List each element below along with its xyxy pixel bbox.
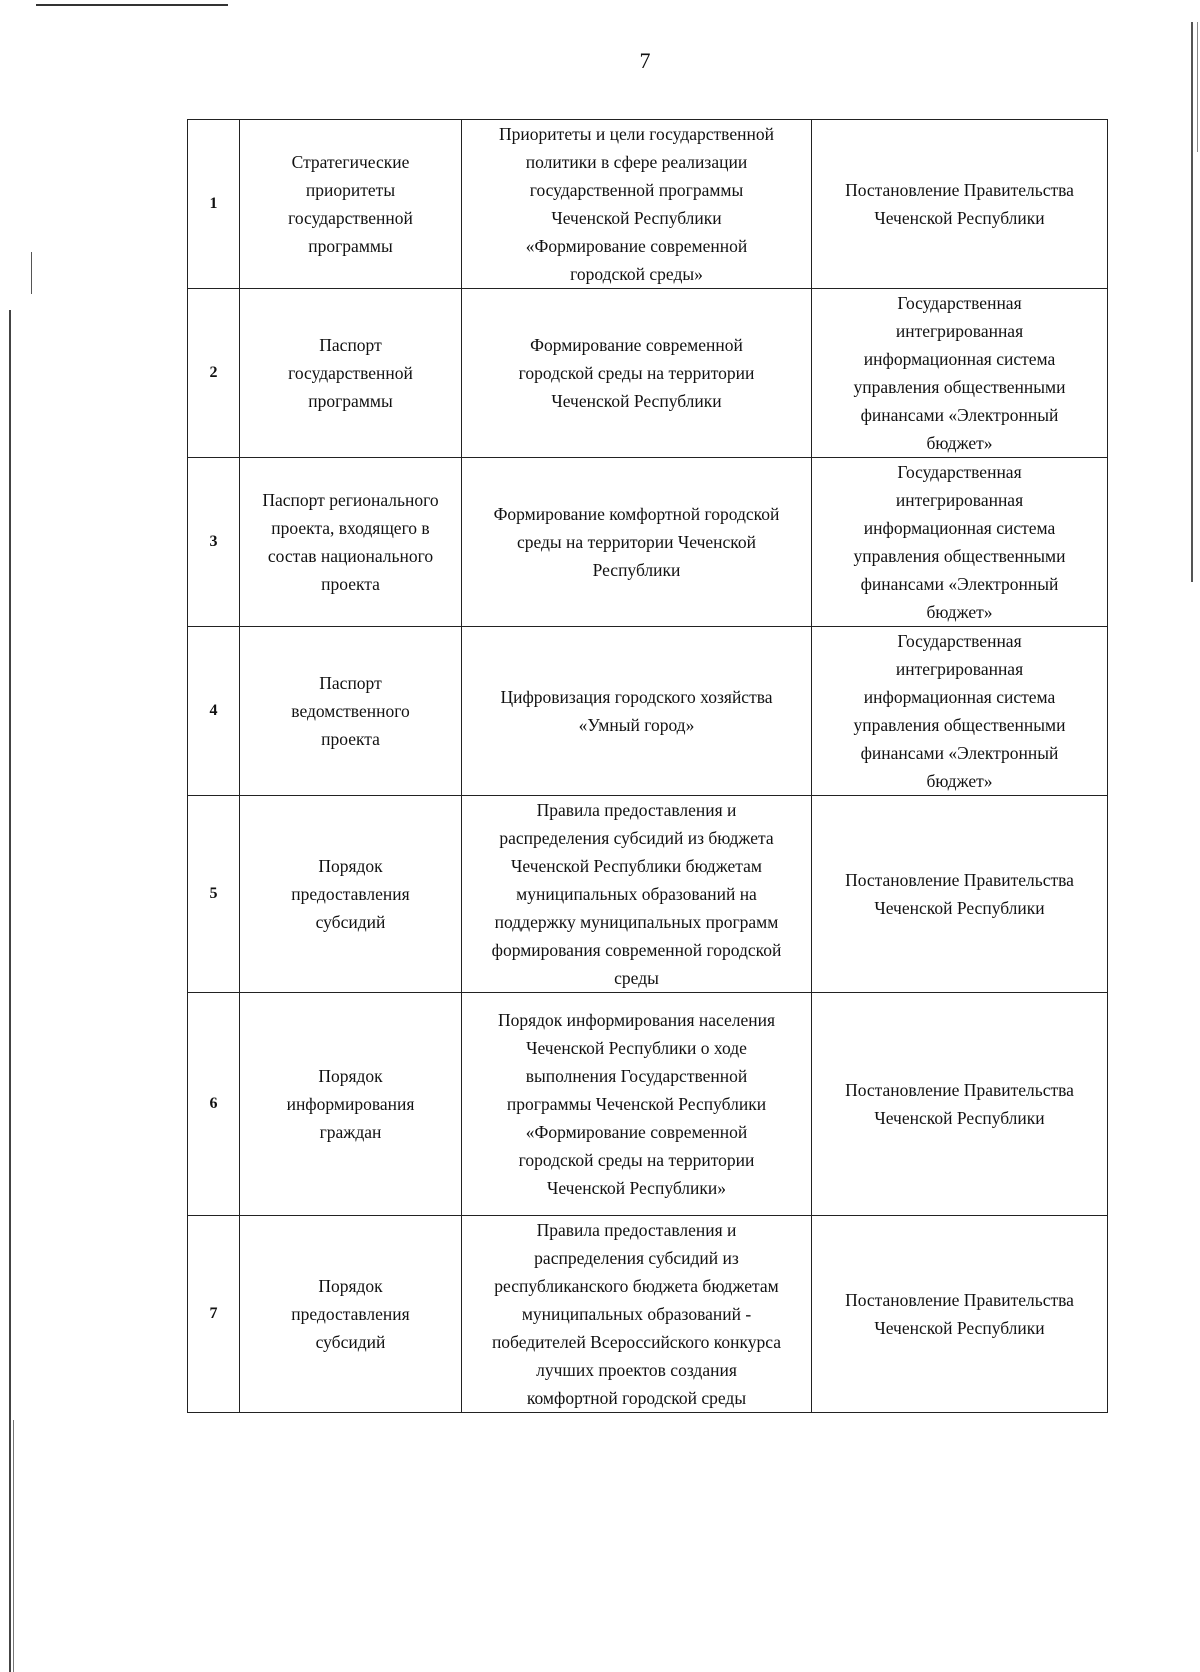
document-type-cell [240,289,462,458]
scan-artifact-right-thin [1197,22,1198,152]
documents-table [187,119,1108,1413]
page-number: 7 [639,48,651,73]
document-form: Постановление Правительства Чеченской Республики [845,180,1074,228]
scan-artifact-top [36,4,228,6]
scan-artifact-left-border [9,310,11,1672]
document-title: Приоритеты и цели государственной политики в сфере реализации государственной программы Чеченской Республики «Формирование современной городской среды» [499,124,774,284]
document-form: Государственная интегрированная информационная система управления общественными финансами «Электронный бюджет» [853,293,1066,453]
document-form-cell [812,1216,1108,1413]
row-number-cell [188,458,240,627]
document-type: Паспорт государственной программы [288,335,413,411]
document-type: Стратегические приоритеты государственной программы [288,152,413,256]
document-type-cell [240,993,462,1216]
document-form: Постановление Правительства Чеченской Республики [845,870,1074,918]
document-type-cell [240,1216,462,1413]
document-title-cell [462,993,812,1216]
document-type: Порядок предоставления субсидий [291,856,410,932]
document-type-cell [240,120,462,289]
row-number-cell [188,120,240,289]
document-title-cell [462,796,812,993]
row-number-cell [188,796,240,993]
document-title: Формирование современной городской среды на территории Чеченской Республики [518,335,755,411]
document-title: Порядок информирования населения Чеченской Республики о ходе выполнения Государственной программы Чеченской Республики «Формирование современной городской среды на территории Чеченской Республики» [497,1010,776,1198]
document-form-cell [812,458,1108,627]
document-type-cell [240,458,462,627]
row-number-cell [188,1216,240,1413]
table-row [188,120,1108,289]
table-row [188,1216,1108,1413]
row-number: 4 [209,702,218,719]
table-row [188,458,1108,627]
scan-artifact-left-short [31,252,32,294]
scan-artifact-right-border [1191,22,1193,582]
row-number: 5 [209,885,218,902]
document-form-cell [812,796,1108,993]
document-title: Правила предоставления и распределения субсидий из республиканского бюджета бюджетам муниципальных образований - победителей Всероссийского конкурса лучших проектов создания комфортной городской среды [491,1220,782,1408]
row-number-cell [188,289,240,458]
document-title-cell [462,289,812,458]
document-type: Паспорт ведомственного проекта [291,673,410,749]
document-form: Постановление Правительства Чеченской Республики [845,1080,1074,1128]
table-row [188,796,1108,993]
document-type: Паспорт регионального проекта, входящего в состав национального проекта [262,490,439,594]
scan-artifact-left-inner [13,1420,14,1672]
document-form-cell [812,289,1108,458]
row-number: 6 [209,1095,218,1112]
document-type: Порядок предоставления субсидий [291,1276,410,1352]
document-type: Порядок информирования граждан [286,1066,415,1142]
document-title-cell [462,627,812,796]
document-type-cell [240,796,462,993]
document-title: Цифровизация городского хозяйства «Умный город» [500,687,773,735]
document-form: Постановление Правительства Чеченской Республики [845,1290,1074,1338]
document-title-cell [462,1216,812,1413]
table-row [188,993,1108,1216]
document-form: Государственная интегрированная информационная система управления общественными финансами «Электронный бюджет» [853,462,1066,622]
table-row [188,627,1108,796]
document-title-cell [462,458,812,627]
document-form-cell [812,120,1108,289]
document-form-cell [812,627,1108,796]
document-title-cell [462,120,812,289]
document-form: Государственная интегрированная информационная система управления общественными финансами «Электронный бюджет» [853,631,1066,791]
document-title: Формирование комфортной городской среды на территории Чеченской Республики [493,504,780,580]
document-type-cell [240,627,462,796]
row-number-cell [188,627,240,796]
row-number: 7 [209,1305,218,1322]
row-number: 1 [209,195,218,212]
row-number: 2 [209,364,218,381]
row-number: 3 [209,533,218,550]
document-title: Правила предоставления и распределения субсидий из бюджета Чеченской Республики бюджетам муниципальных образований на поддержку муниципальных программ формирования современной городской среды [491,800,782,988]
table-row [188,289,1108,458]
row-number-cell [188,993,240,1216]
document-form-cell [812,993,1108,1216]
